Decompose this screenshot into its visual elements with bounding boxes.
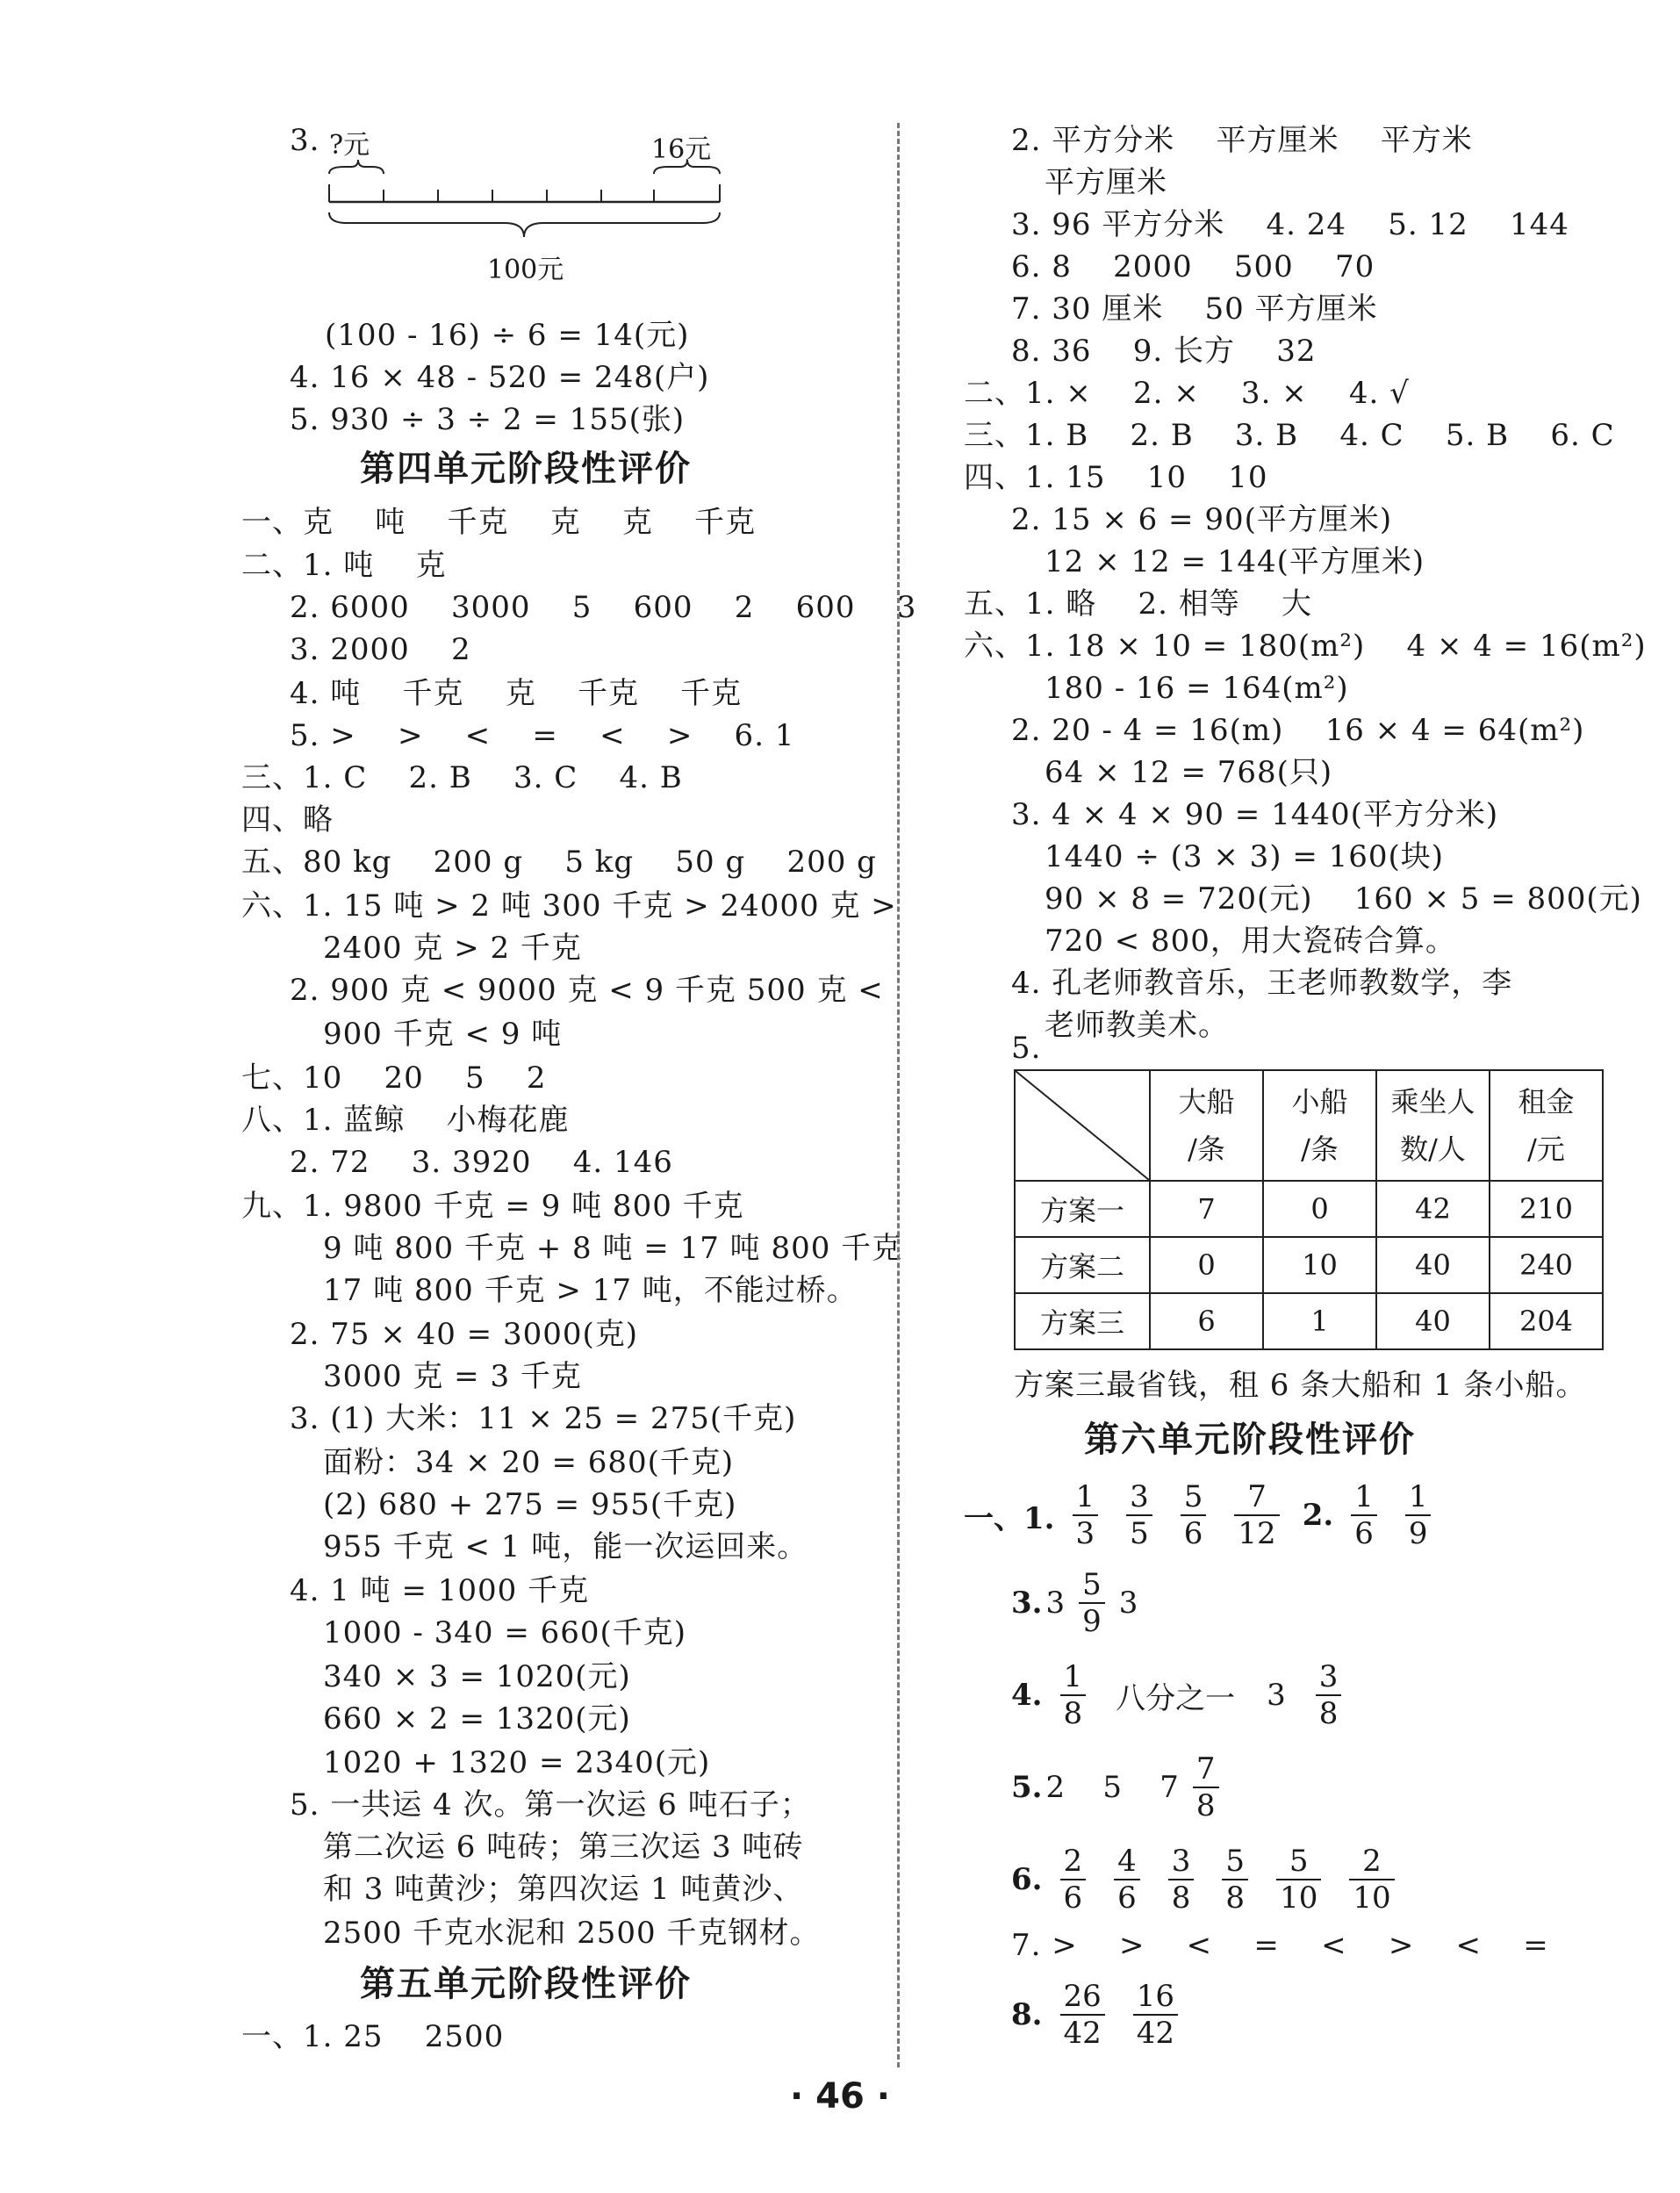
section-heading-unit5: 第五单元阶段性评价 [360, 1964, 692, 2004]
page-number: · 46 · [790, 2076, 890, 2117]
answer-line: (100 - 16) ÷ 6 = 14(元) [325, 318, 690, 353]
answer-line: 340 × 3 = 1020(元) [323, 1659, 631, 1694]
fraction: $\frac{7}{12}$ [1234, 1479, 1279, 1551]
segment-ticks [329, 184, 720, 202]
row-name: 方案三 [1015, 1293, 1150, 1349]
answer-line: 4. 16 × 48 - 520 = 248(户) [290, 360, 710, 395]
fraction: $\frac{4}{6}$ [1114, 1844, 1140, 1916]
diagram-number: 3. [290, 123, 320, 158]
fraction-answer-q4 [1011, 1659, 1355, 1731]
rental-plan-table [1014, 1069, 1604, 1350]
answer-line: 2. 15 × 6 = 90(平方厘米) [1011, 502, 1393, 537]
diagonal-line [1016, 1071, 1149, 1180]
fraction: $\frac{2}{10}$ [1349, 1844, 1394, 1916]
fraction: $\frac{26}{42}$ [1060, 1979, 1105, 2051]
table-cell: 6 [1150, 1293, 1263, 1349]
answer-line: 5. 930 ÷ 3 ÷ 2 = 155(张) [290, 402, 686, 437]
answer-value: 3 [1118, 1585, 1138, 1621]
answer-line: 3. 2000 2 [290, 632, 471, 667]
answer-line: 2500 千克水泥和 2500 千克钢材。 [323, 1916, 821, 1951]
section-heading-unit6: 第六单元阶段性评价 [1084, 1420, 1416, 1460]
table-cell: 240 [1490, 1237, 1603, 1293]
table-cell: 0 [1150, 1237, 1263, 1293]
question-label: 4. [1011, 1678, 1043, 1713]
answer-line: 5. 一共运 4 次。第一次运 6 吨石子； [290, 1787, 811, 1823]
fraction: $\frac{5}{10}$ [1276, 1844, 1321, 1916]
answer-line: 955 千克 < 1 吨，能一次运回来。 [323, 1529, 808, 1564]
fraction: $\frac{1}{8}$ [1060, 1659, 1087, 1731]
table-note: 方案三最省钱，租 6 条大船和 1 条小船。 [1014, 1368, 1587, 1403]
answer-line: 2. 6000 3000 5 600 2 600 3 [290, 590, 917, 625]
answer-line: 平方厘米 [1045, 165, 1167, 200]
answer-line: 720 < 800，用大瓷砖合算。 [1045, 924, 1456, 959]
answer-line: 180 - 16 = 164(m²) [1045, 671, 1349, 706]
answer-line: 二、1. × 2. × 3. × 4. √ [964, 376, 1410, 411]
answer-line: 2. 75 × 40 = 3000(克) [290, 1317, 639, 1352]
fraction-answer-q5 [1011, 1751, 1233, 1823]
answer-value: 3 [1267, 1678, 1286, 1713]
table-row [1015, 1293, 1603, 1349]
answer-line: 4. 孔老师教音乐，王老师教数学，李 [1011, 966, 1513, 1001]
fraction: $\frac{3}{8}$ [1168, 1844, 1195, 1916]
total-brace [329, 212, 720, 237]
table-cell: 42 [1376, 1181, 1490, 1237]
answer-line: 三、1. B 2. B 3. B 4. C 5. B 6. C [964, 418, 1615, 453]
answer-line: 老师教美术。 [1045, 1008, 1229, 1043]
question-label: 一、1. [964, 1500, 1055, 1536]
answer-line: 3. 4 × 4 × 90 = 1440(平方分米) [1011, 797, 1499, 832]
answer-line: 5. [1011, 1031, 1042, 1066]
answer-line: 1440 ÷ (3 × 3) = 160(块) [1045, 839, 1445, 874]
answer-line: 9 吨 800 千克 + 8 吨 = 17 吨 800 千克 [323, 1231, 903, 1266]
part-brace [654, 160, 720, 174]
answer-line: 一、1. 25 2500 [241, 2019, 505, 2054]
answer-line: 2400 克 > 2 千克 [323, 931, 582, 966]
table-cell: 210 [1490, 1181, 1603, 1237]
answer-line: 和 3 吨黄沙；第四次运 1 吨黄沙、 [323, 1872, 804, 1907]
answer-line: 九、1. 9800 千克 = 9 吨 800 千克 [241, 1189, 744, 1224]
table-cell: 10 [1263, 1237, 1376, 1293]
answer-line: 面粉：34 × 20 = 680(千克) [323, 1445, 735, 1480]
answer-line: 64 × 12 = 768(只) [1045, 755, 1333, 790]
answer-line: 六、1. 18 × 10 = 180(m²) 4 × 4 = 16(m²) [964, 629, 1647, 664]
table-cell: 40 [1376, 1293, 1490, 1349]
fraction-answer-q1 [964, 1479, 1445, 1551]
answer-line: (2) 680 + 275 = 955(千克) [323, 1487, 737, 1522]
diagram-part-label: 16元 [651, 134, 712, 165]
answer-line: 三、1. C 2. B 3. C 4. B [241, 760, 683, 795]
answer-line: 8. 36 9. 长方 32 [1011, 334, 1317, 369]
fraction: $\frac{1}{9}$ [1405, 1479, 1432, 1551]
diagram-unknown-label: ?元 [329, 130, 370, 161]
answer-line: 3000 克 = 3 千克 [323, 1359, 582, 1394]
answer-text: 八分之一 [1116, 1680, 1236, 1716]
answer-line: 1000 - 340 = 660(千克) [323, 1615, 687, 1650]
answer-line: 一、克 吨 千克 克 克 千克 [241, 505, 757, 540]
answer-line: 1020 + 1320 = 2340(元) [323, 1745, 711, 1780]
answer-line: 四、1. 15 10 10 [964, 460, 1268, 495]
answer-line: 17 吨 800 千克 > 17 吨，不能过桥。 [323, 1273, 858, 1308]
answer-line: 2. 20 - 4 = 16(m) 16 × 4 = 64(m²) [1011, 713, 1585, 748]
answer-line: 900 千克 < 9 吨 [323, 1017, 563, 1052]
table-row [1015, 1237, 1603, 1293]
section-heading-unit4: 第四单元阶段性评价 [360, 449, 692, 489]
answer-value: 2 5 7 [1045, 1770, 1179, 1805]
row-name: 方案一 [1015, 1181, 1150, 1237]
header-passengers: 乘坐人 数/人 [1390, 1085, 1475, 1166]
fraction-answer-q3 [1011, 1567, 1138, 1639]
answer-line: 6. 8 2000 500 70 [1011, 249, 1375, 284]
diagram-total-label: 100元 [487, 255, 564, 285]
fraction: $\frac{3}{5}$ [1126, 1479, 1152, 1551]
fraction: $\frac{5}{9}$ [1079, 1567, 1105, 1639]
row-name: 方案二 [1015, 1237, 1150, 1293]
answer-line: 2. 72 3. 3920 4. 146 [290, 1145, 673, 1180]
table-cell: 204 [1490, 1293, 1603, 1349]
fraction: $\frac{1}{6}$ [1351, 1479, 1377, 1551]
answer-line: 四、略 [241, 802, 334, 838]
fraction: $\frac{5}{8}$ [1222, 1844, 1248, 1916]
fraction-answer-q6 [1011, 1844, 1409, 1916]
fraction: $\frac{1}{3}$ [1073, 1479, 1099, 1551]
header-small-boat: 小船 /条 [1291, 1085, 1348, 1166]
table-row [1015, 1181, 1603, 1237]
table-cell: 0 [1263, 1181, 1376, 1237]
table-corner-cell [1015, 1070, 1150, 1181]
answer-line: 六、1. 15 吨 > 2 吨 300 千克 > 24000 克 > [241, 888, 897, 924]
answer-line: 660 × 2 = 1320(元) [323, 1701, 631, 1736]
answer-line: 第二次运 6 吨砖；第三次运 3 吨砖 [323, 1830, 804, 1865]
fraction: $\frac{7}{8}$ [1193, 1751, 1219, 1823]
question-label: 2. [1302, 1498, 1334, 1533]
table-cell: 40 [1376, 1237, 1490, 1293]
question-label: 3. [1011, 1585, 1043, 1621]
table-header [1490, 1070, 1603, 1181]
answer-line: 90 × 8 = 720(元) 160 × 5 = 800(元) [1045, 881, 1642, 917]
answer-line: 2. 900 克 < 9000 克 < 9 千克 500 克 < [290, 973, 884, 1008]
fraction: $\frac{16}{42}$ [1133, 1979, 1178, 2051]
table-header [1150, 1070, 1263, 1181]
answer-line: 3. 96 平方分米 4. 24 5. 12 144 [1011, 207, 1569, 242]
answer-line: 4. 1 吨 = 1000 千克 [290, 1573, 590, 1608]
answer-line: 二、1. 吨 克 [241, 548, 447, 583]
table-cell: 7 [1150, 1181, 1263, 1237]
answer-line: 五、1. 略 2. 相等 大 [964, 586, 1312, 622]
column-divider [897, 123, 900, 2067]
answer-line: 7. 30 厘米 50 平方厘米 [1011, 291, 1378, 327]
fraction: $\frac{2}{6}$ [1060, 1844, 1087, 1916]
header-rent: 租金 /元 [1518, 1085, 1575, 1166]
table-header [1376, 1070, 1490, 1181]
answer-line-q7: 7. > > < = < > < = [1011, 1928, 1549, 1963]
answer-line: 五、80 kg 200 g 5 kg 50 g 200 g [241, 845, 877, 880]
question-label: 5. [1011, 1770, 1043, 1805]
answer-line: 2. 平方分米 平方厘米 平方米 [1011, 123, 1473, 158]
table-header [1263, 1070, 1376, 1181]
unknown-brace [329, 160, 384, 174]
answer-value: 3 [1045, 1585, 1066, 1621]
header-big-boat: 大船 /条 [1178, 1085, 1235, 1166]
answer-line: 4. 吨 千克 克 千克 千克 [290, 676, 743, 711]
fraction-answer-q8 [1011, 1979, 1192, 2051]
line-segment-diagram [325, 158, 729, 255]
answer-line: 12 × 12 = 144(平方厘米) [1045, 544, 1425, 579]
answer-line: 5. > > < = < > 6. 1 [290, 718, 795, 753]
question-label: 8. [1011, 1997, 1043, 2032]
answer-line: 七、10 20 5 2 [241, 1061, 547, 1096]
answer-line: 八、1. 蓝鲸 小梅花鹿 [241, 1103, 570, 1138]
table-cell: 1 [1263, 1293, 1376, 1349]
fraction: $\frac{3}{8}$ [1316, 1659, 1342, 1731]
fraction: $\frac{5}{6}$ [1181, 1479, 1207, 1551]
question-label: 6. [1011, 1862, 1043, 1897]
answer-line: 3. (1) 大米：11 × 25 = 275(千克) [290, 1401, 797, 1436]
